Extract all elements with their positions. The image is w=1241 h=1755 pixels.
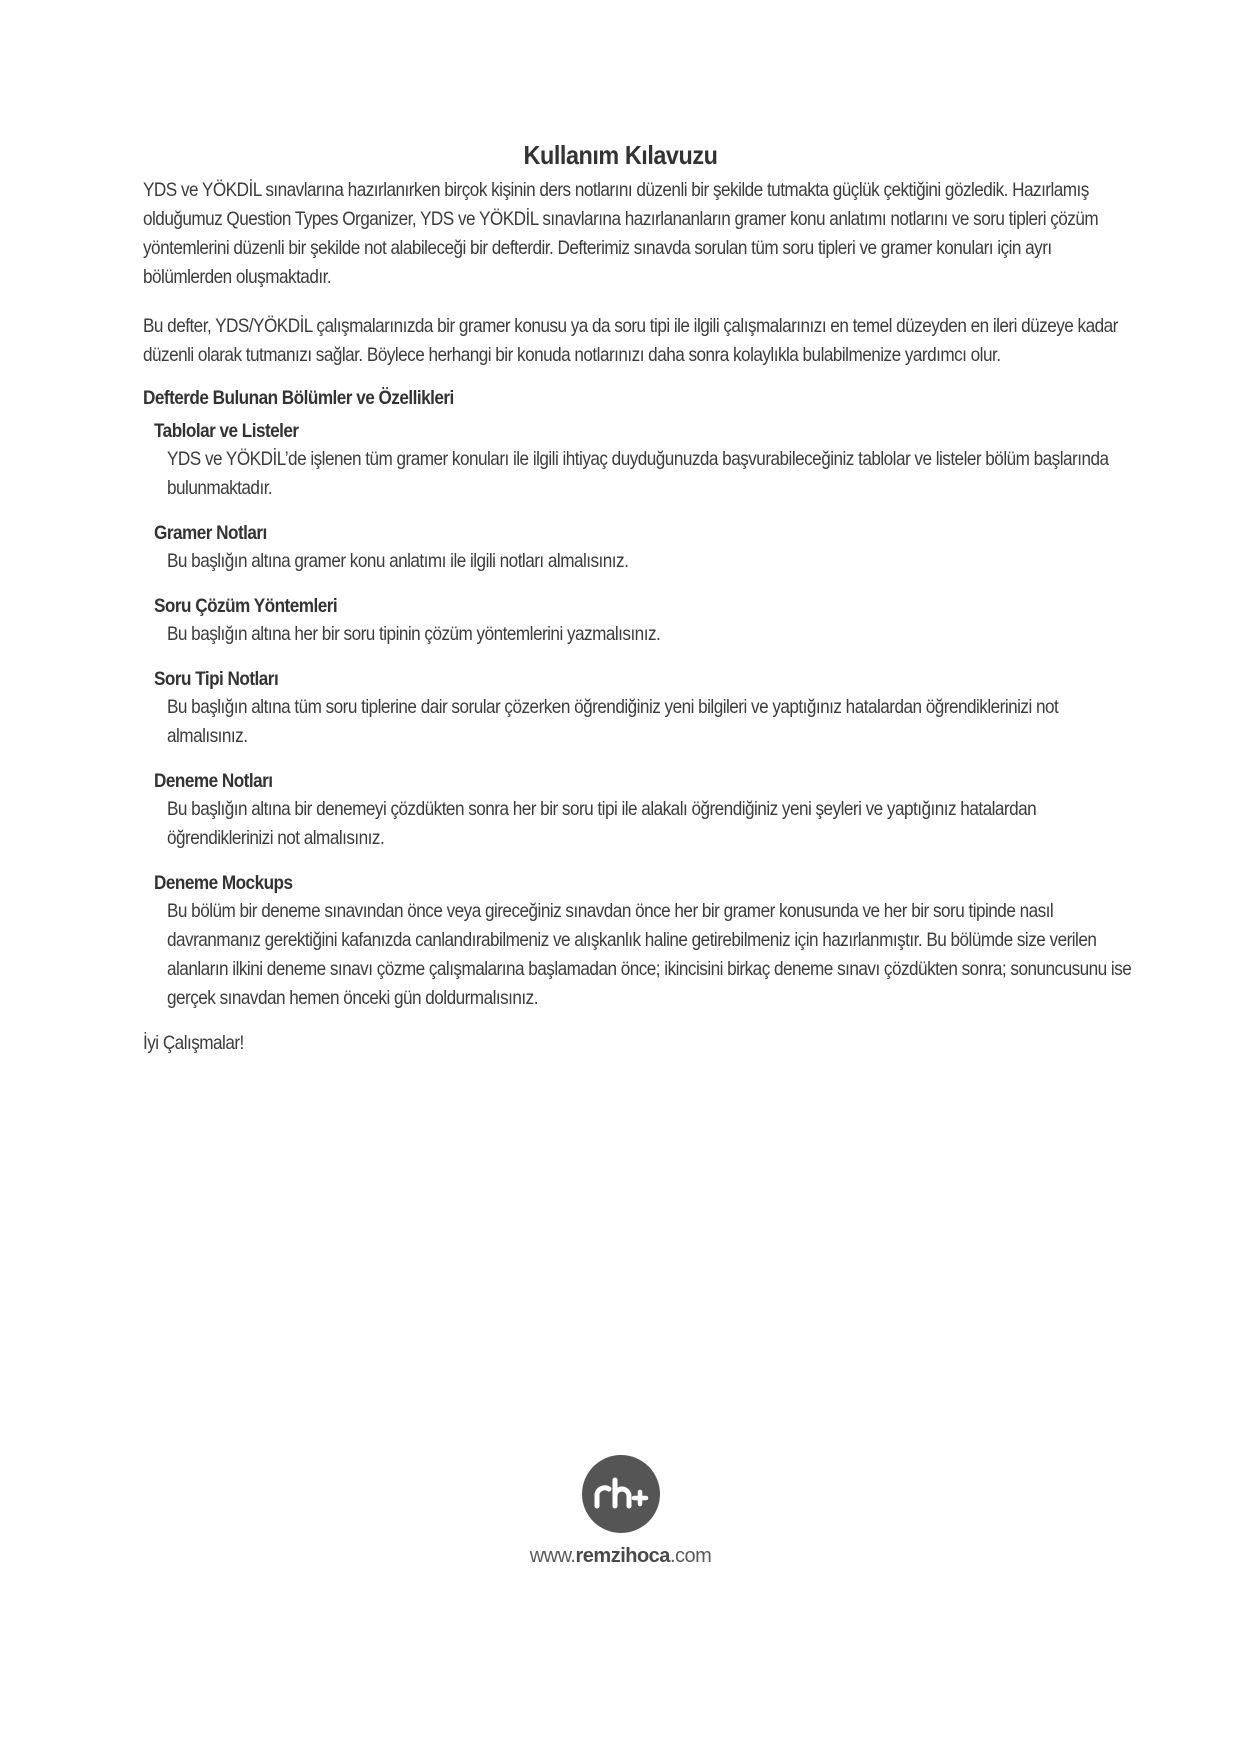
intro-paragraph-2: Bu defter, YDS/YÖKDİL çalışmalarınızda bir gramer konusu ya da soru tipi ile ilgili çalışmalarınızı en temel düzeyden en ileri düzeye kadar düzenli olarak tutmanızı sağlar. Böylece herhangi bir konuda notlarınızı daha sonra kolaylıkla bulabilmenize yardımcı olur. <box>143 315 1118 366</box>
rh-plus-logo-glyph <box>591 1474 651 1514</box>
section-title: Tablolar ve Listeler <box>154 420 299 442</box>
website-link[interactable] <box>0 1545 1241 1568</box>
page-title: Kullanım Kılavuzu <box>523 140 718 170</box>
section-title: Soru Çözüm Yöntemleri <box>154 595 338 617</box>
footer <box>0 1455 1241 1568</box>
section-title: Gramer Notları <box>154 522 267 544</box>
website-brand: remzihoca <box>575 1545 670 1567</box>
section-deneme-mockups <box>154 869 1132 1013</box>
closing-text: İyi Çalışmalar! <box>143 1032 244 1054</box>
document-content <box>143 176 1132 1058</box>
sections-heading: Defterde Bulunan Bölümler ve Özellikleri <box>143 387 454 409</box>
section-body: Bu başlığın altına her bir soru tipinin çözüm yöntemlerini yazmalısınız. <box>167 623 661 645</box>
brand-logo-icon <box>582 1455 660 1533</box>
section-body: YDS ve YÖKDİL’de işlenen tüm gramer konuları ile ilgili ihtiyaç duyduğunuzda başvurabileceğiniz tablolar ve listeler bölüm başlarında bulunmaktadır. <box>167 448 1109 499</box>
section-title: Deneme Mockups <box>154 872 293 894</box>
website-suffix: .com <box>669 1545 712 1567</box>
section-body: Bu başlığın altına gramer konu anlatımı ile ilgili notları almalısınız. <box>167 550 629 572</box>
intro-paragraph-1: YDS ve YÖKDİL sınavlarına hazırlanırken birçok kişinin ders notlarını düzenli bir şekilde tutmakta güçlük çektiğini gözledik. Hazırlamış olduğumuz Question Types Organizer, YDS ve YÖKDİL sınavlarına hazırlananların gramer konu anlatımı notlarını ve soru tipleri çözüm yöntemlerini düzenli bir şekilde not alabileceği bir defterdir. Defterimiz sınavda sorulan tüm soru tipleri ve gramer konuları için ayrı bölümlerden oluşmaktadır. <box>143 179 1099 288</box>
section-tablolar <box>154 417 1123 503</box>
website-prefix: www. <box>529 1545 576 1567</box>
section-title: Soru Tipi Notları <box>154 668 279 690</box>
section-body: Bu başlığın altına tüm soru tiplerine dair sorular çözerken öğrendiğiniz yeni bilgileri ve yaptığınız hatalardan öğrendiklerinizi not almalısınız. <box>167 696 1059 747</box>
section-title: Deneme Notları <box>154 770 273 792</box>
section-soru-cozum <box>154 592 1123 649</box>
section-body: Bu başlığın altına bir denemeyi çözdükten sonra her bir soru tipi ile alakalı öğrendiğiniz yeni şeyleri ve yaptığınız hatalardan öğrendiklerinizi not almalısınız. <box>167 798 1037 849</box>
section-gramer-notlari <box>154 519 1123 576</box>
section-soru-tipi-notlari <box>154 665 1123 751</box>
section-deneme-notlari <box>154 767 1123 853</box>
section-body: Bu bölüm bir deneme sınavından önce veya gireceğiniz sınavdan önce her bir gramer konusunda ve her bir soru tipinde nasıl davranmanız gerektiğini kafanızda canlandırabilmeniz ve alışkanlık haline getirebilmeniz için hazırlanmıştır. Bu bölümde size verilen alanların ilkini deneme sınavı çözme çalışmalarına başlamadan önce; ikincisini birkaç deneme sınavı çözdükten sonra; sonuncusunu ise gerçek sınavdan hemen önceki gün doldurmalısınız. <box>167 900 1132 1009</box>
